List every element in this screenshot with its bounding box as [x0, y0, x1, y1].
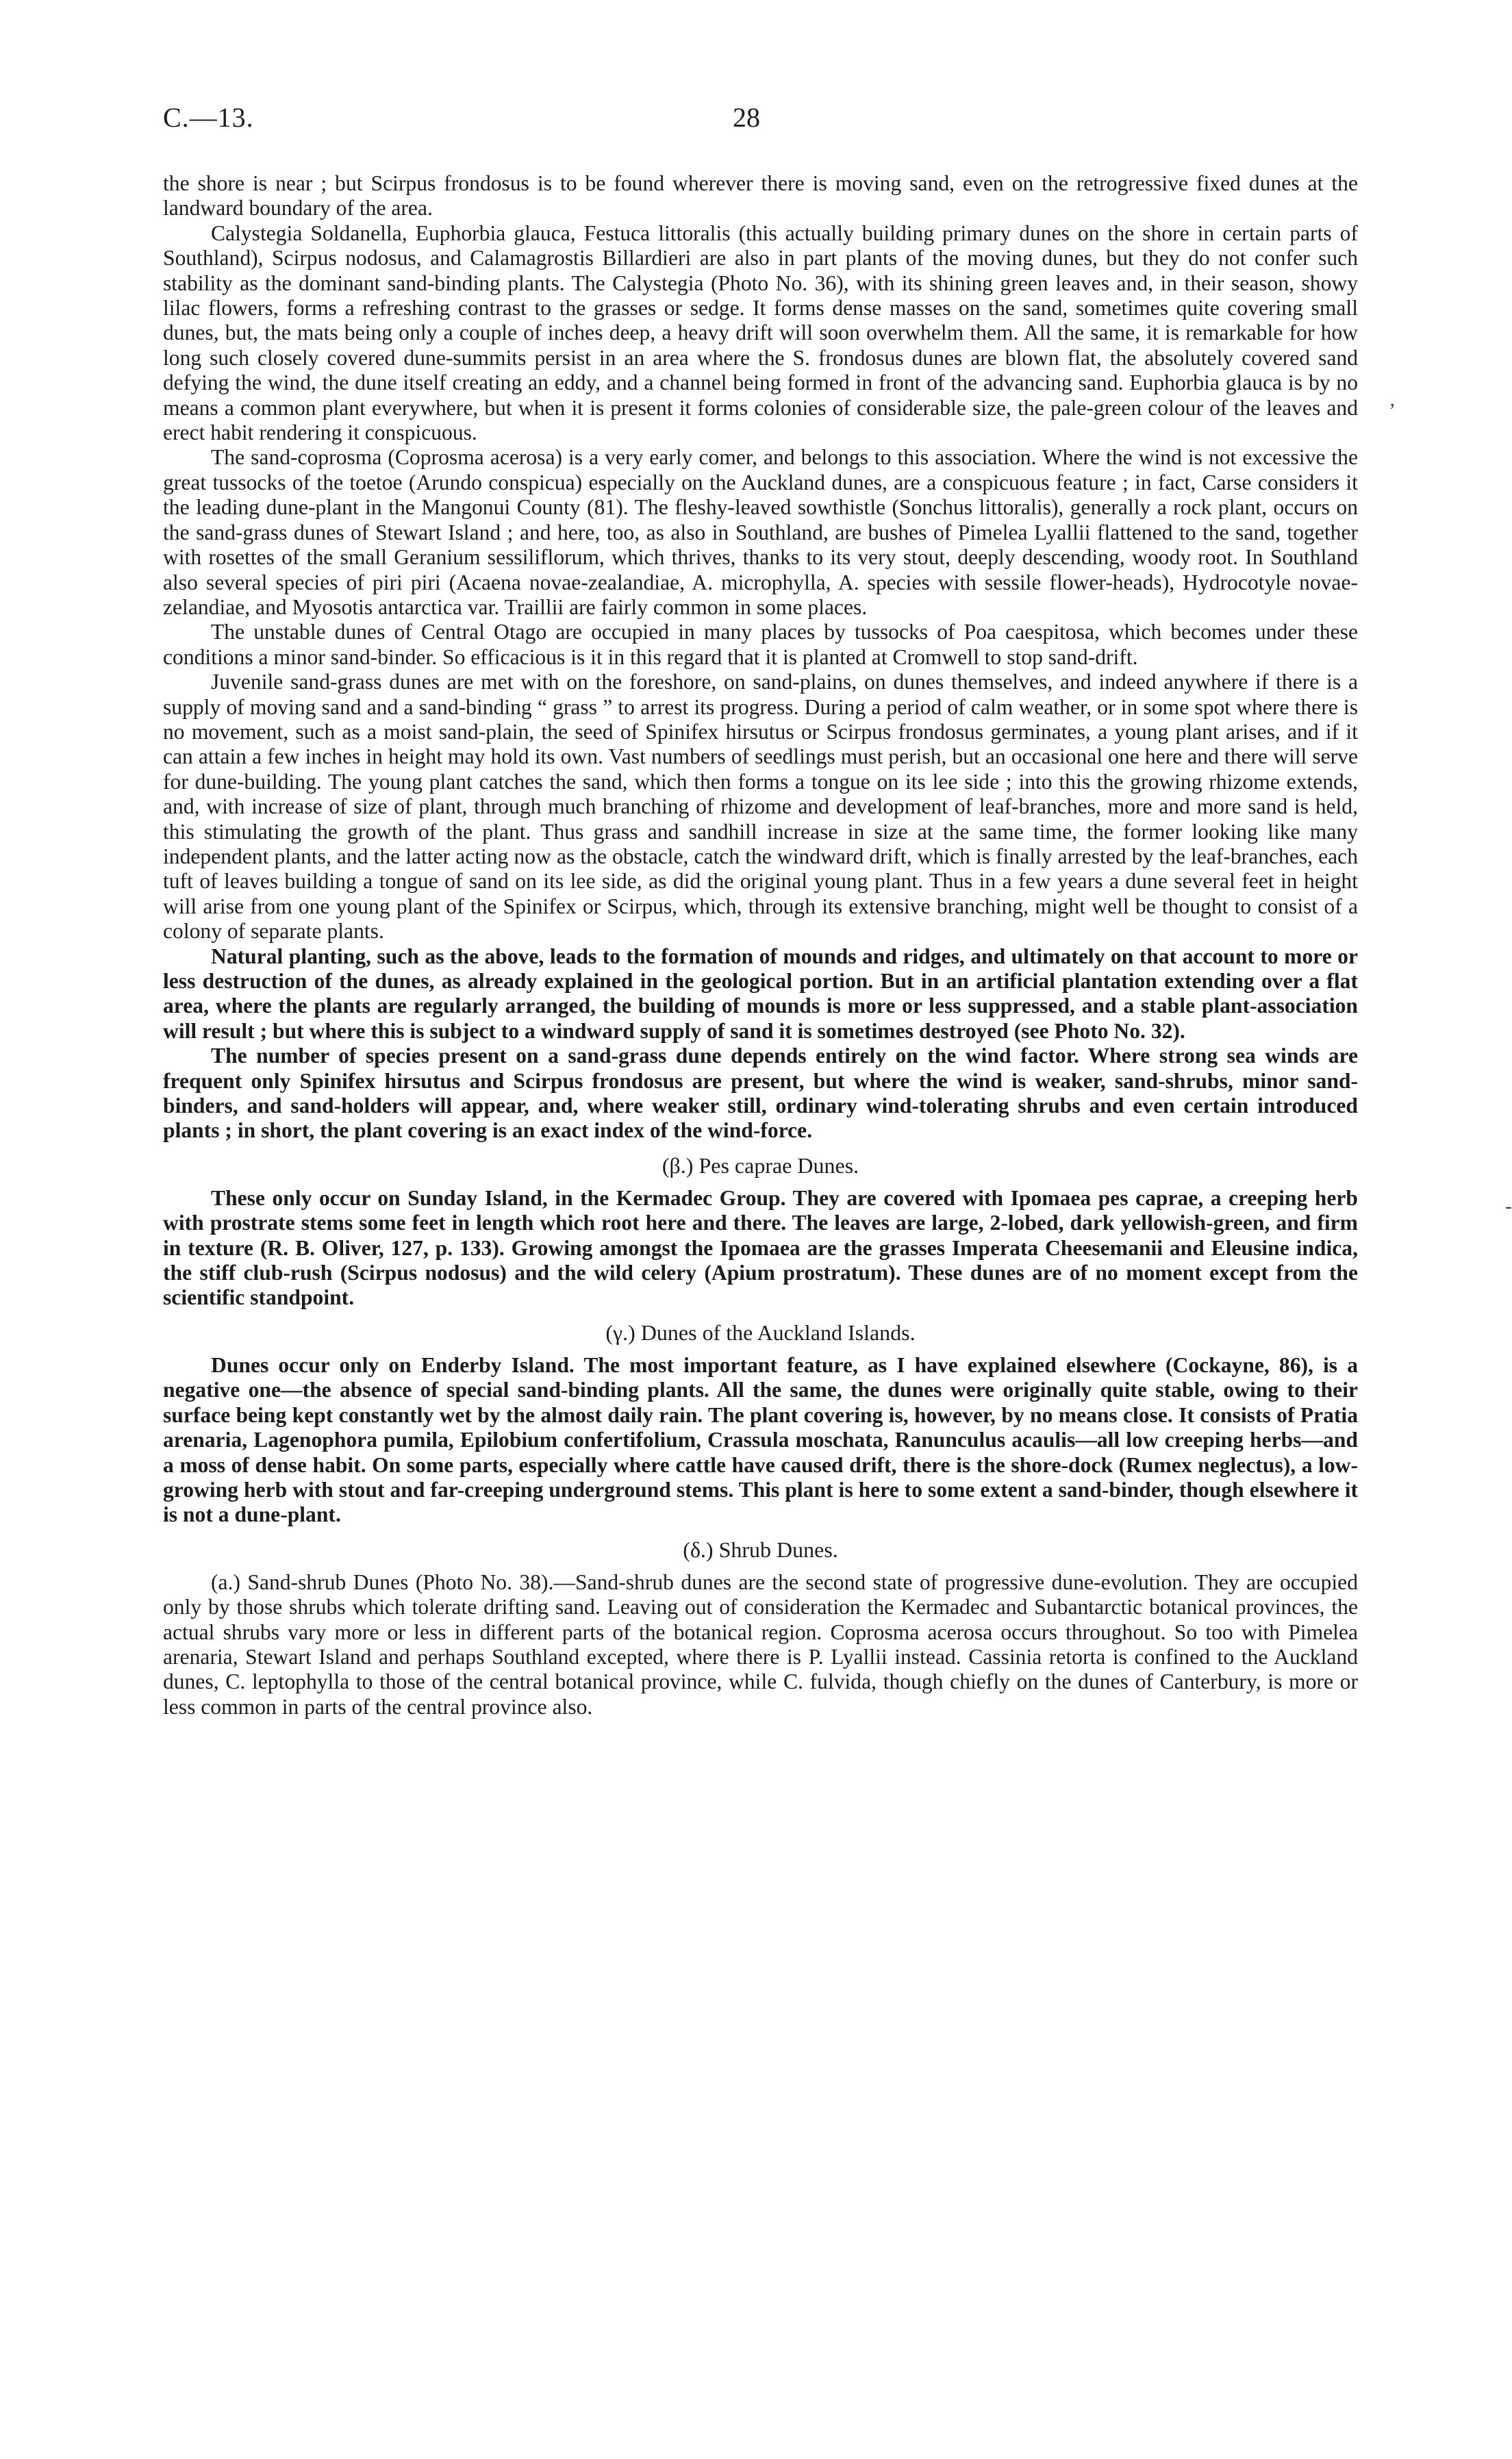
paragraph: The sand-coprosma (Coprosma acerosa) is a very early comer, and belongs to this association. Where the wind is not excessive the great tussocks of the toetoe (Arundo conspicua) especially on the Auckland dunes, are a conspicuous feature ; in fact, Carse considers it the leading dune-plant in the Mangonui County (81). The fleshy-leaved sowthistle (Sonchus littoralis), generally a rock plant, occurs on the sand-grass dunes of Stewart Island ; and here, too, as also in Southland, are bushes of Pimelea Lyallii flattened to the sand, together with rosettes of the small Geranium sessiliflorum, which thrives, thanks to its very stout, deeply descending, woody root. In Southland also several species of piri piri (Acaena novae-zealandiae, A. microphylla, A. species with sessile flower-heads), Hydrocotyle novae-zelandiae, and Myosotis antarctica var. Traillii are fairly common in some places.	[163, 445, 1358, 619]
section-heading: (δ.) Shrub Dunes.	[683, 1537, 838, 1562]
document-body	[163, 171, 1358, 1719]
paragraph: the shore is near ; but Scirpus frondosus is to be found wherever there is moving sand, even on the retrogressive fixed dunes at the landward boundary of the area.	[163, 171, 1358, 220]
paragraph: The unstable dunes of Central Otago are occupied in many places by tussocks of Poa caespitosa, which becomes under these conditions a minor sand-binder. So efficacious is it in this regard that it is planted at Cromwell to stop sand-drift.	[163, 620, 1358, 669]
paragraph: (a.) Sand-shrub Dunes (Photo No. 38).—Sand-shrub dunes are the second state of progressive dune-evolution. They are occupied only by those shrubs which tolerate drifting sand. Leaving out of consideration the Kermadec and Subantarctic botanical provinces, the actual shrubs vary more or less in different parts of the botanical region. Coprosma acerosa occurs throughout. So too with Pimelea arenaria, Stewart Island and perhaps Southland excepted, where there is P. Lyallii instead. Cassinia retorta is confined to the Auckland dunes, C. leptophylla to those of the central botanical province, while C. fulvida, though chiefly on the dunes of Canterbury, is more or less common in parts of the central province also.	[163, 1569, 1358, 1719]
margin-tick: ’	[1389, 399, 1396, 422]
margin-tick: -	[1505, 1195, 1512, 1218]
section-heading: (γ.) Dunes of the Auckland Islands.	[605, 1320, 916, 1345]
section-heading: (β.) Pes caprae Dunes.	[662, 1152, 859, 1178]
paragraph: Dunes occur only on Enderby Island. The most important feature, as I have explained elsewhere (Cockayne, 86), is a negative one—the absence of special sand-binding plants. All the same, the dunes were originally quite stable, owing to their surface being kept constantly wet by the almost daily rain. The plant covering is, however, by no means close. It consists of Pratia arenaria, Lagenophora pumila, Epilobium confertifolium, Crassula moschata, Ranunculus acaulis—all low creeping herbs—and a moss of dense habit. On some parts, especially where cattle have caused drift, there is the shore-dock (Rumex neglectus), a low-growing herb with stout and far-creeping underground stems. This plant is here to some extent a sand-binder, though elsewhere it is not a dune-plant.	[163, 1352, 1358, 1527]
paragraph: Natural planting, such as the above, leads to the formation of mounds and ridges, and ultimately on that account to more or less destruction of the dunes, as already explained in the geological portion. But in an artificial plantation extending over a flat area, where the plants are regularly arranged, the building of mounds is more or less suppressed, and a stable plant-association will result ; but where this is subject to a windward supply of sand it is sometimes destroyed (see Photo No. 32).	[163, 944, 1358, 1043]
page-number: 28	[733, 102, 760, 133]
paragraph: Calystegia Soldanella, Euphorbia glauca, Festuca littoralis (this actually building primary dunes on the shore in certain parts of Southland), Scirpus nodosus, and Calamagrostis Billardieri are also in part plants of the moving dunes, but they do not confer such stability as the dominant sand-binding plants. The Calystegia (Photo No. 36), with its shining green leaves and, in their season, showy lilac flowers, forms a refreshing contrast to the grasses or sedge. It forms dense masses on the sand, sometimes quite covering small dunes, but, the mats being only a couple of inches deep, a heavy drift will soon overwhelm them. All the same, it is remarkable for how long such closely covered dune-summits persist in an area where the S. frondosus dunes are blown flat, the absolutely covered sand defying the wind, the dune itself creating an eddy, and a channel being formed in front of the advancing sand. Euphorbia glauca is by no means a common plant everywhere, but when it is present it forms colonies of considerable size, the pale-green colour of the leaves and erect habit rendering it conspicuous.	[163, 220, 1358, 445]
report-code: C.—13.	[163, 102, 254, 133]
paragraph: Juvenile sand-grass dunes are met with on the foreshore, on sand-plains, on dunes themselves, and indeed anywhere if there is a supply of moving sand and a sand-binding “ grass ” to arrest its progress. During a period of calm weather, or in some spot where there is no movement, such as a moist sand-plain, the seed of Spinifex hirsutus or Scirpus frondosus germinates, a young plant arises, and if it can attain a few inches in height may hold its own. Vast numbers of seedlings must perish, but an occasional one here and there will serve for dune-building. The young plant catches the sand, which then forms a tongue on its lee side ; into this the growing rhizome extends, and, with increase of size of plant, through much branching of rhizome and development of leaf-branches, more and more sand is held, this stimulating the growth of the plant. Thus grass and sandhill increase in size at the same time, the former looking like many independent plants, and the latter acting now as the obstacle, catch the windward drift, which is finally arrested by the leaf-branches, each tuft of leaves building a tongue of sand on its lee side, as did the original young plant. Thus in a few years a dune several feet in height will arise from one young plant of the Spinifex or Scirpus, which, through its extensive branching, might well be thought to consist of a colony of separate plants.	[163, 670, 1358, 944]
paragraph: These only occur on Sunday Island, in the Kermadec Group. They are covered with Ipomaea pes caprae, a creeping herb with prostrate stems some feet in length which root here and there. The leaves are large, 2-lobed, dark yellowish-green, and firm in texture (R. B. Oliver, 127, p. 133). Growing amongst the Ipomaea are the grasses Imperata Cheesemanii and Eleusine indica, the stiff club-rush (Scirpus nodosus) and the wild celery (Apium prostratum). These dunes are of no moment except from the scientific standpoint.	[163, 1185, 1358, 1310]
paragraph: The number of species present on a sand-grass dune depends entirely on the wind factor. Where strong sea winds are frequent only Spinifex hirsutus and Scirpus frondosus are present, but where the wind is weaker, sand-shrubs, minor sand-binders, and sand-holders will appear, and, where weaker still, ordinary wind-tolerating shrubs and even certain introduced plants ; in short, the plant covering is an exact index of the wind-force.	[163, 1044, 1358, 1143]
